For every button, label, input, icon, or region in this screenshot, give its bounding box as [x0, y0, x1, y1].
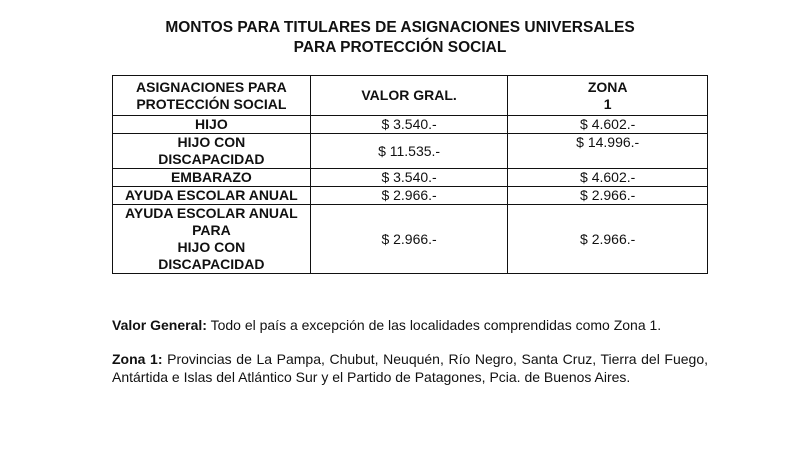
amounts-table [112, 75, 708, 274]
cell-valor-general: $ 11.535.- [310, 134, 508, 169]
title-line-1: MONTOS PARA TITULARES DE ASIGNACIONES UNIVERSALES [165, 19, 635, 36]
note-zona-1-text: Provincias de La Pampa, Chubut, Neuquén, Río Negro, Santa Cruz, Tierra del Fuego, Antártida e Islas del Atlántico Sur y el Partido de Patagones, Pcia. de Buenos Aires. [112, 351, 708, 385]
cell-zona-1: $ 4.602.- [508, 116, 708, 134]
cell-zona-1: $ 2.966.- [508, 187, 708, 205]
row-label-line: HIJO [195, 116, 228, 132]
header-valor-general: VALOR GRAL. [310, 76, 508, 116]
row-label-line: PARA [192, 222, 231, 238]
document-title [0, 18, 800, 58]
note-zona-1-label: Zona 1: [112, 351, 163, 367]
row-label [113, 169, 311, 187]
note-zona-1 [112, 350, 708, 386]
row-label-line: AYUDA ESCOLAR ANUAL [125, 205, 298, 221]
note-valor-general-label: Valor General: [112, 317, 207, 333]
row-label-line: HIJO CON [177, 239, 246, 255]
cell-valor-general: $ 2.966.- [310, 187, 508, 205]
cell-valor-general: $ 3.540.- [310, 169, 508, 187]
row-label-line: EMBARAZO [170, 169, 252, 185]
cell-valor-general: $ 2.966.- [310, 205, 508, 274]
row-label-line: DISCAPACIDAD [158, 256, 265, 272]
header-asignaciones-line-2: PROTECCIÓN SOCIAL [136, 95, 287, 112]
cell-valor-general: $ 3.540.- [310, 116, 508, 134]
header-asignaciones [113, 76, 311, 116]
row-label [113, 116, 311, 134]
table-header-row [113, 76, 708, 116]
row-label-line: HIJO CON [177, 134, 246, 150]
table-row [113, 116, 708, 134]
row-label-line: DISCAPACIDAD [158, 151, 265, 167]
header-zona-line-1: ZONA [587, 78, 628, 95]
table-row [113, 134, 708, 169]
table-row [113, 169, 708, 187]
row-label [113, 187, 311, 205]
note-valor-general [112, 316, 708, 334]
title-line-2: PARA PROTECCIÓN SOCIAL [293, 39, 507, 56]
table-row [113, 205, 708, 274]
cell-zona-1: $ 14.996.- [508, 134, 708, 169]
note-valor-general-text: Todo el país a excepción de las localidades comprendidas como Zona 1. [206, 317, 662, 333]
cell-zona-1: $ 4.602.- [508, 169, 708, 187]
cell-zona-1: $ 2.966.- [508, 205, 708, 274]
row-label-line: AYUDA ESCOLAR ANUAL [125, 187, 298, 203]
row-label [113, 205, 311, 274]
header-zona-line-2: 1 [603, 95, 612, 112]
row-label [113, 134, 311, 169]
header-zona-1 [508, 76, 708, 116]
header-asignaciones-line-1: ASIGNACIONES PARA [136, 78, 287, 95]
table-row [113, 187, 708, 205]
